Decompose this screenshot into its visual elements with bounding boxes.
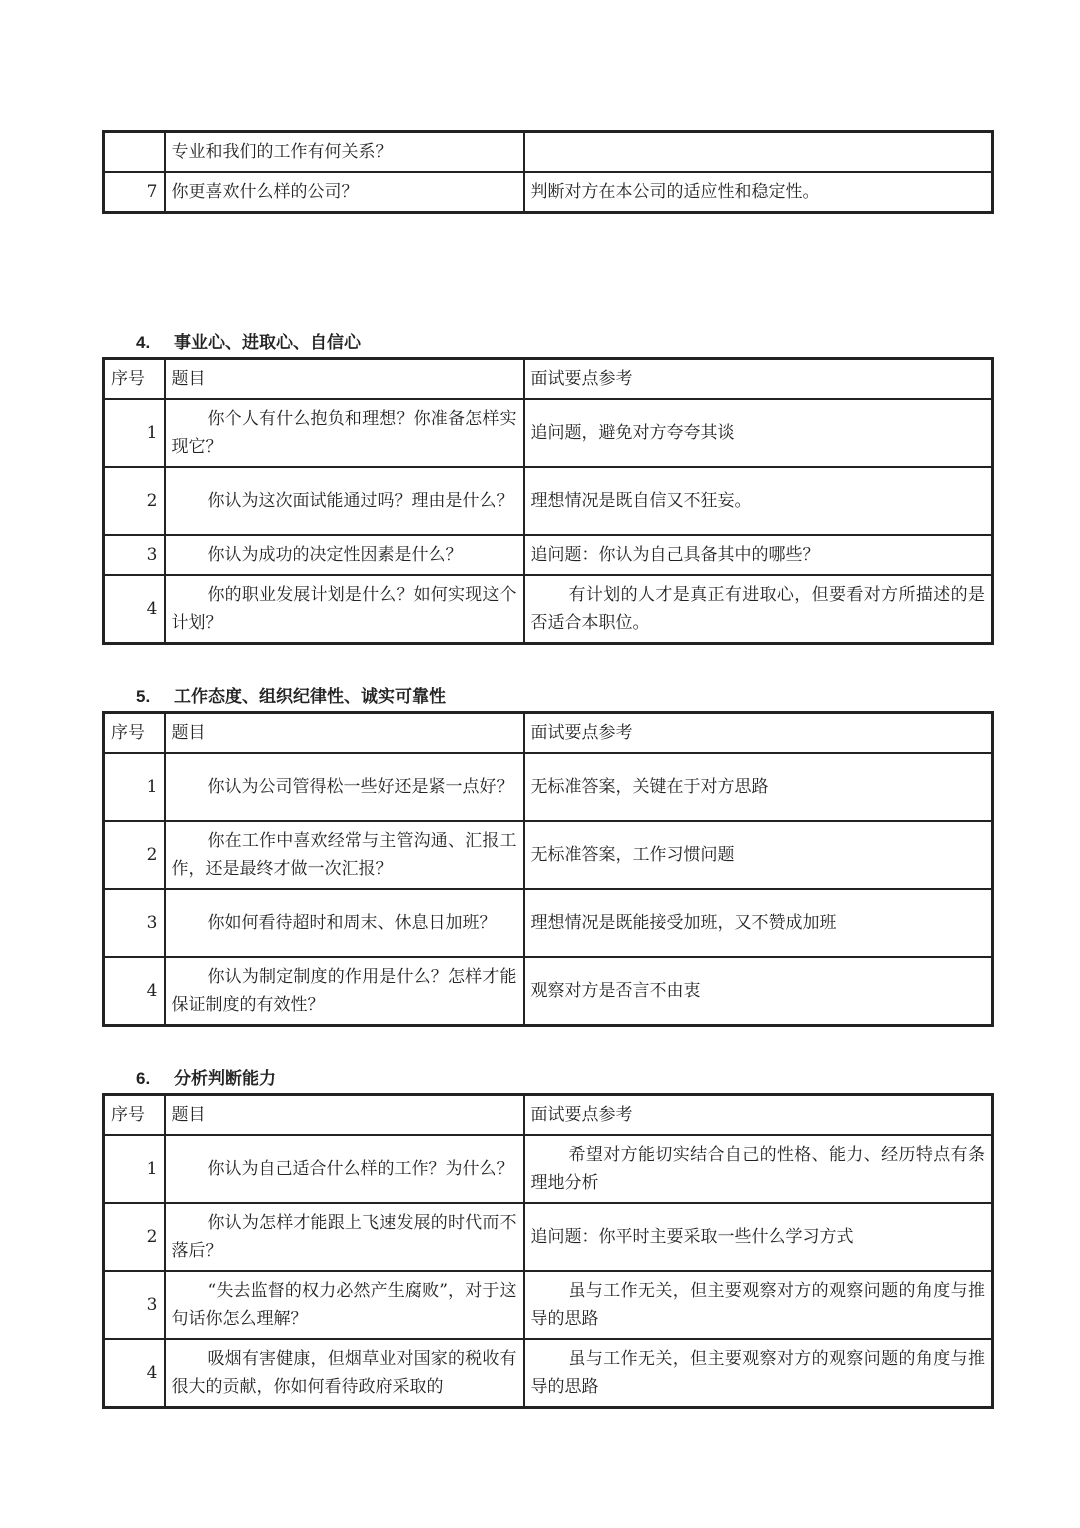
question-cell: 你认为怎样才能跟上飞速发展的时代而不落后？ [165, 1203, 524, 1271]
header-num: 序号 [104, 713, 165, 754]
row-number: 1 [104, 753, 165, 821]
row-number: 3 [104, 889, 165, 957]
question-cell: 你认为成功的决定性因素是什么？ [165, 535, 524, 575]
section-number: 6. [136, 1069, 151, 1088]
header-answer: 面试要点参考 [524, 359, 993, 400]
question-cell: 你认为自己适合什么样的工作？为什么？ [165, 1135, 524, 1203]
question-cell: 你认为这次面试能通过吗？理由是什么？ [165, 467, 524, 535]
section-4-table [102, 357, 994, 645]
row-number: 1 [104, 399, 165, 467]
answer-cell: 有计划的人才是真正有进取心，但要看对方所描述的是否适合本职位。 [524, 575, 993, 644]
question-cell: 你在工作中喜欢经常与主管沟通、汇报工作，还是最终才做一次汇报？ [165, 821, 524, 889]
answer-cell: 希望对方能切实结合自己的性格、能力、经历特点有条理地分析 [524, 1135, 993, 1203]
table-row [104, 1203, 993, 1271]
table-header-row [104, 713, 993, 754]
row-number: 1 [104, 1135, 165, 1203]
section-5-table [102, 711, 994, 1027]
row-number [104, 132, 165, 173]
answer-cell: 无标准答案，关键在于对方思路 [524, 753, 993, 821]
section-heading-6 [136, 1068, 276, 1090]
answer-cell: 理想情况是既能接受加班，又不赞成加班 [524, 889, 993, 957]
question-cell: 你的职业发展计划是什么？如何实现这个计划？ [165, 575, 524, 644]
table-row [104, 889, 993, 957]
row-number: 2 [104, 1203, 165, 1271]
question-cell: 专业和我们的工作有何关系？ [165, 132, 524, 173]
section-6-table [102, 1093, 994, 1409]
header-question: 题目 [165, 713, 524, 754]
table-row [104, 132, 993, 173]
section-number: 4. [136, 333, 151, 352]
row-number: 4 [104, 957, 165, 1026]
row-number: 4 [104, 1339, 165, 1408]
table-row [104, 535, 993, 575]
answer-cell: 虽与工作无关，但主要观察对方的观察问题的角度与推导的思路 [524, 1339, 993, 1408]
row-number: 2 [104, 467, 165, 535]
answer-cell: 理想情况是既自信又不狂妄。 [524, 467, 993, 535]
table-header-row [104, 359, 993, 400]
answer-cell: 追问题：你认为自己具备其中的哪些？ [524, 535, 993, 575]
section-title: 分析判断能力 [174, 1069, 276, 1088]
section-title: 工作态度、组织纪律性、诚实可靠性 [174, 687, 446, 706]
question-cell: “失去监督的权力必然产生腐败”，对于这句话你怎么理解？ [165, 1271, 524, 1339]
question-cell: 吸烟有害健康，但烟草业对国家的税收有很大的贡献，你如何看待政府采取的 [165, 1339, 524, 1408]
answer-cell: 追问题，避免对方夸夸其谈 [524, 399, 993, 467]
section-heading-4 [136, 332, 361, 354]
table-row [104, 399, 993, 467]
table-row [104, 1135, 993, 1203]
question-cell: 你更喜欢什么样的公司？ [165, 172, 524, 213]
answer-cell: 无标准答案，工作习惯问题 [524, 821, 993, 889]
row-number: 3 [104, 535, 165, 575]
row-number: 3 [104, 1271, 165, 1339]
question-cell: 你如何看待超时和周末、休息日加班？ [165, 889, 524, 957]
table-row [104, 753, 993, 821]
table-row [104, 575, 993, 644]
answer-cell: 观察对方是否言不由衷 [524, 957, 993, 1026]
section-number: 5. [136, 687, 151, 706]
table-row [104, 821, 993, 889]
table-row [104, 957, 993, 1026]
header-num: 序号 [104, 359, 165, 400]
question-cell: 你个人有什么抱负和理想？你准备怎样实现它？ [165, 399, 524, 467]
header-answer: 面试要点参考 [524, 713, 993, 754]
continued-table [102, 130, 994, 214]
table-header-row [104, 1095, 993, 1136]
table-row [104, 172, 993, 213]
row-number: 4 [104, 575, 165, 644]
row-number: 7 [104, 172, 165, 213]
table-row [104, 1339, 993, 1408]
header-question: 题目 [165, 359, 524, 400]
answer-cell: 虽与工作无关，但主要观察对方的观察问题的角度与推导的思路 [524, 1271, 993, 1339]
header-question: 题目 [165, 1095, 524, 1136]
answer-cell: 判断对方在本公司的适应性和稳定性。 [524, 172, 993, 213]
row-number: 2 [104, 821, 165, 889]
header-answer: 面试要点参考 [524, 1095, 993, 1136]
section-title: 事业心、进取心、自信心 [174, 333, 361, 352]
table-row [104, 1271, 993, 1339]
question-cell: 你认为公司管得松一些好还是紧一点好？ [165, 753, 524, 821]
answer-cell [524, 132, 993, 173]
table-row [104, 467, 993, 535]
answer-cell: 追问题：你平时主要采取一些什么学习方式 [524, 1203, 993, 1271]
header-num: 序号 [104, 1095, 165, 1136]
section-heading-5 [136, 686, 446, 708]
question-cell: 你认为制定制度的作用是什么？怎样才能保证制度的有效性？ [165, 957, 524, 1026]
